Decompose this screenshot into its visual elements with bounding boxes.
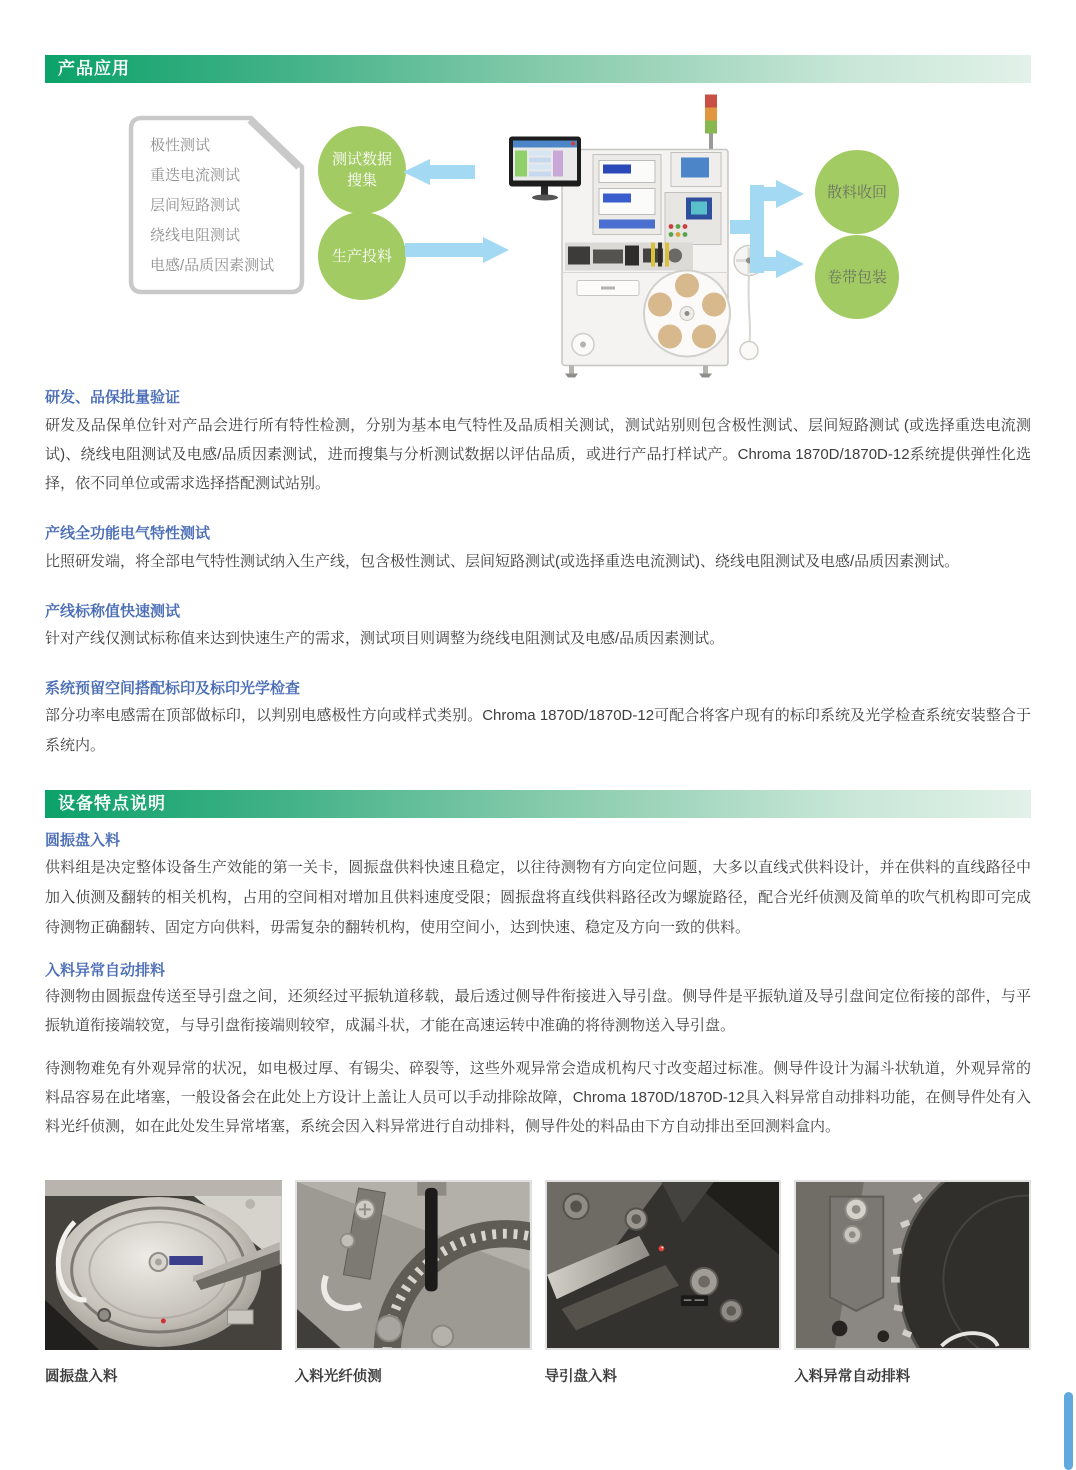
photo-guide-disc-feeding <box>545 1180 782 1350</box>
test-type-list <box>150 131 300 281</box>
node-tape-and-reel-packing <box>815 235 899 319</box>
node-label: 卷带包装 <box>826 268 887 286</box>
section-header-applications-label: 产品应用 <box>58 59 130 78</box>
node-label: 生产投料 <box>331 247 392 265</box>
photo-caption: 入料光纤侦测 <box>294 1369 382 1385</box>
node-bulk-material-return <box>815 150 899 234</box>
node-production-feeding <box>318 212 406 300</box>
subsection-body: 待测物难免有外观异常的状况，如电极过厚、有锡尖、碎裂等，这些外观异常会造成机构尺寸改变超过标准。侧导件设计为漏斗状轨道，外观异常的料品容易在此堵塞，一般设备会在此处上方设计上盖让人员可以手动排除故障，Chroma 1870D/1870D-12具入料异常自动排料功能，在侧导件处有入料光纤侦测，如在此处发生异常堵塞，系统会因入料异常进行自动排料，侧导件处的料品由下方自动排出至回测料盒内。 <box>45 1060 1031 1135</box>
photo-figure-auto-reject <box>794 1180 1031 1386</box>
list-item: 层间短路测试 <box>150 197 241 214</box>
photo-fiber-detection <box>295 1180 532 1350</box>
subsection-body: 待测物由圆振盘传送至导引盘之间，还须经过平振轨道移载，最后透过侧导件衔接进入导引盘。侧导件是平振轨道及导引盘间定位衔接的部件，与平振轨道衔接端较宽，与导引盘衔接端则较窄，成漏斗状，才能在高速运转中准确的将待测物送入导引盘。 <box>45 988 1031 1034</box>
subsection-body: 研发及品保单位针对产品会进行所有特性检测，分别为基本电气特性及品质相关测试，测试站别则包含极性测试、层间短路测试 (或选择重迭电流测试)、绕线电阻测试及电感/品质因素测试，进而搜集与分析测试数据以评估品质，或进行产品打样试产。Chroma 1870D/1870D-12系统提供弹性化选择，依不同单位或需求选择搭配测试站别。 <box>45 417 1031 492</box>
test-machine-photo <box>465 90 765 380</box>
photo-auto-reject <box>794 1180 1031 1350</box>
subsection-body: 部分功率电感需在顶部做标印，以判别电感极性方向或样式类别。Chroma 1870D/1870D-12可配合将客户现有的标印系统及光学检查系统安装整合于系统内。 <box>45 707 1031 754</box>
branch-connector-icon <box>730 175 815 280</box>
fiber-detection-photo-image <box>297 1182 530 1348</box>
node-test-data-collection <box>318 126 406 214</box>
photo-figure-bowl-feeder <box>45 1180 282 1386</box>
subsection-body: 针对产线仅测试标称值来达到快速生产的需求，测试项目则调整为绕线电阻测试及电感/品质因素测试。 <box>45 630 725 647</box>
photo-caption: 圆振盘入料 <box>45 1369 118 1385</box>
node-label: 搜集 <box>346 172 377 189</box>
subsection-heading: 圆振盘入料 <box>45 832 121 849</box>
section-header-applications <box>45 55 1031 83</box>
photo-figure-fiber-detection <box>295 1180 532 1386</box>
list-item: 极性测试 <box>150 137 211 154</box>
subsection-body: 供料组是决定整体设备生产效能的第一关卡，圆振盘供料快速且稳定，以往待测物有方向定位问题，大多以直线式供料设计，并在供料的直线路径中加入侦测及翻转的相关机构，占用的空间相对增加且供料速度受限；圆振盘将直线供料路径改为螺旋路径，配合光纤侦测及简单的吹气机构即可完成待测物正确翻转、固定方向供料，毋需复杂的翻转机构，使用空间小，达到快速、稳定及方向一致的供料。 <box>45 859 1031 936</box>
list-item: 绕线电阻测试 <box>150 227 241 244</box>
section-header-features-label: 设备特点说明 <box>58 794 166 813</box>
application-flow-diagram <box>45 90 1031 385</box>
photo-figure-guide-disc-feeding <box>545 1180 782 1386</box>
feature-photo-row <box>45 1180 1031 1386</box>
photo-caption: 入料异常自动排料 <box>794 1369 911 1385</box>
section-header-features <box>45 790 1031 818</box>
list-item: 重迭电流测试 <box>150 167 241 184</box>
node-label: 散料收回 <box>826 183 887 201</box>
test-list-document-shape <box>128 115 305 295</box>
guide-disc-photo-image <box>547 1182 780 1348</box>
subsection-heading: 入料异常自动排料 <box>45 962 166 979</box>
node-label: 测试数据 <box>331 151 392 168</box>
subsection-body: 比照研发端，将全部电气特性测试纳入生产线，包含极性测试、层间短路测试(或选择重迭电流测试)、绕线电阻测试及电感/品质因素测试。 <box>45 553 960 570</box>
list-item: 电感/品质因素测试 <box>150 257 275 274</box>
subsection-heading: 产线全功能电气特性测试 <box>45 525 211 542</box>
bowl-feeder-photo-image <box>45 1180 282 1350</box>
subsection-heading: 系统预留空间搭配标印及标印光学检查 <box>45 680 301 697</box>
auto-reject-photo-image <box>796 1182 1029 1348</box>
subsection-heading: 产线标称值快速测试 <box>45 603 181 620</box>
subsection-heading: 研发、品保批量验证 <box>45 389 181 406</box>
scrollbar-thumb[interactable] <box>1064 1392 1073 1470</box>
photo-bowl-feeder <box>45 1180 282 1350</box>
photo-caption: 导引盘入料 <box>544 1369 617 1385</box>
